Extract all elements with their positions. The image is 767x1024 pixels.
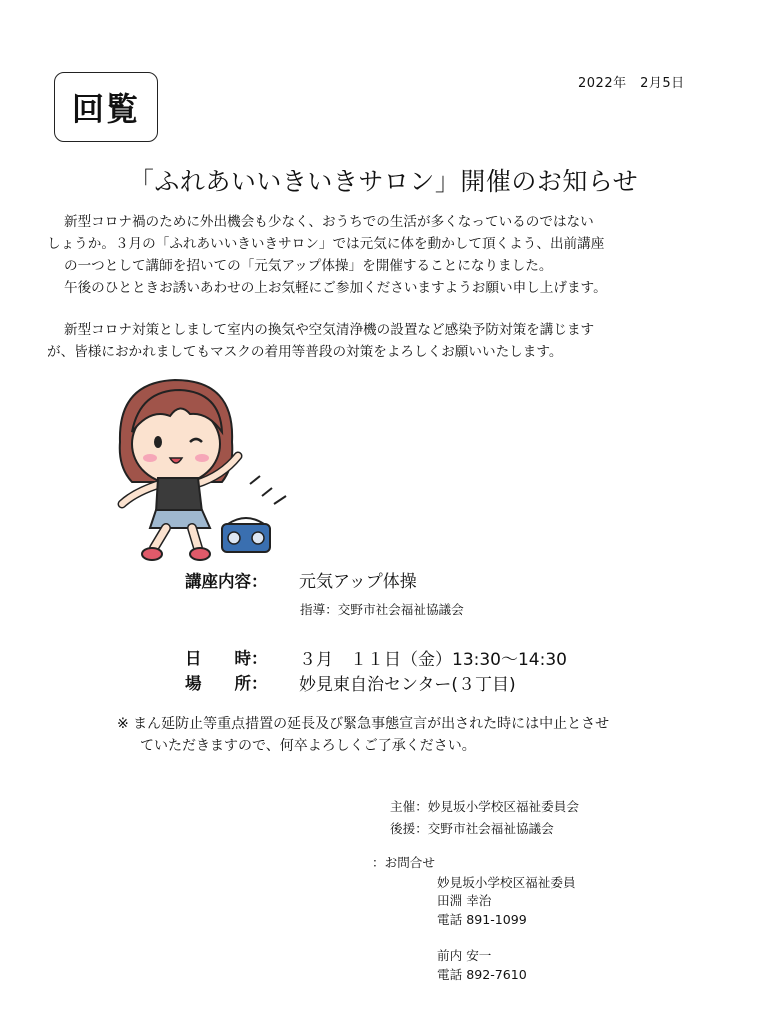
intro-line-3: の一つとして講師を招いての「元気アップ体操」を開催することになりました。 [64, 258, 553, 274]
contact-org: 妙見坂小学校区福祉委員 [437, 875, 576, 890]
contact-phone-1: 電話 891-1099 [437, 912, 527, 927]
cancellation-note-line-1: ※ まん延防止等重点措置の延長及び緊急事態宣言が出された時には中止とさせ [117, 716, 610, 732]
circulation-stamp: 回覧 [54, 72, 158, 142]
place-label: 場 所： [185, 674, 268, 693]
course-value: 元気アップ体操 [299, 572, 417, 592]
issue-date: 2022年 2月5日 [578, 76, 685, 91]
covid-line-1: 新型コロナ対策としまして室内の換気や空気清浄機の設置など感染予防対策を講じます [64, 322, 595, 338]
contact-person-1: 田淵 幸治 [437, 893, 492, 908]
course-label: 講座内容： [185, 572, 268, 591]
date-label: 日 時： [185, 649, 268, 668]
covid-line-2: が、皆様におかれましてもマスクの着用等普段の対策をよろしくお願いいたします。 [47, 344, 563, 360]
date-value: ３月 １１日（金）13:30〜14:30 [299, 650, 567, 670]
cancellation-note-line-2: ていただきますので、何卒よろしくご了承ください。 [140, 738, 476, 754]
intro-line-4: 午後のひとときお誘いあわせの上お気軽にご参加くださいますようお願い申し上げます。 [64, 280, 607, 296]
page-title: 「ふれあいいきいきサロン」開催のお知らせ [128, 167, 639, 196]
intro-line-2: しょうか。３月の「ふれあいいきいきサロン」では元気に体を動かして頂くよう、出前講座 [47, 236, 605, 252]
host-organizer: 主催：妙見坂小学校区福祉委員会 [390, 799, 579, 814]
contact-person-2: 前内 安一 [437, 948, 492, 963]
intro-line-1: 新型コロナ禍のために外出機会も少なく、おうちでの生活が多くなっているのではない [64, 214, 594, 230]
exercising-girl-illustration [110, 372, 300, 567]
contact-phone-2: 電話 892-7610 [437, 967, 527, 982]
instructor-info: 指導：交野市社会福祉協議会 [300, 602, 464, 617]
support-organizer: 後援：交野市社会福祉協議会 [390, 821, 554, 836]
place-value: 妙見東自治センター(３丁目) [299, 675, 516, 695]
contact-heading: ：お問合せ [372, 855, 435, 870]
